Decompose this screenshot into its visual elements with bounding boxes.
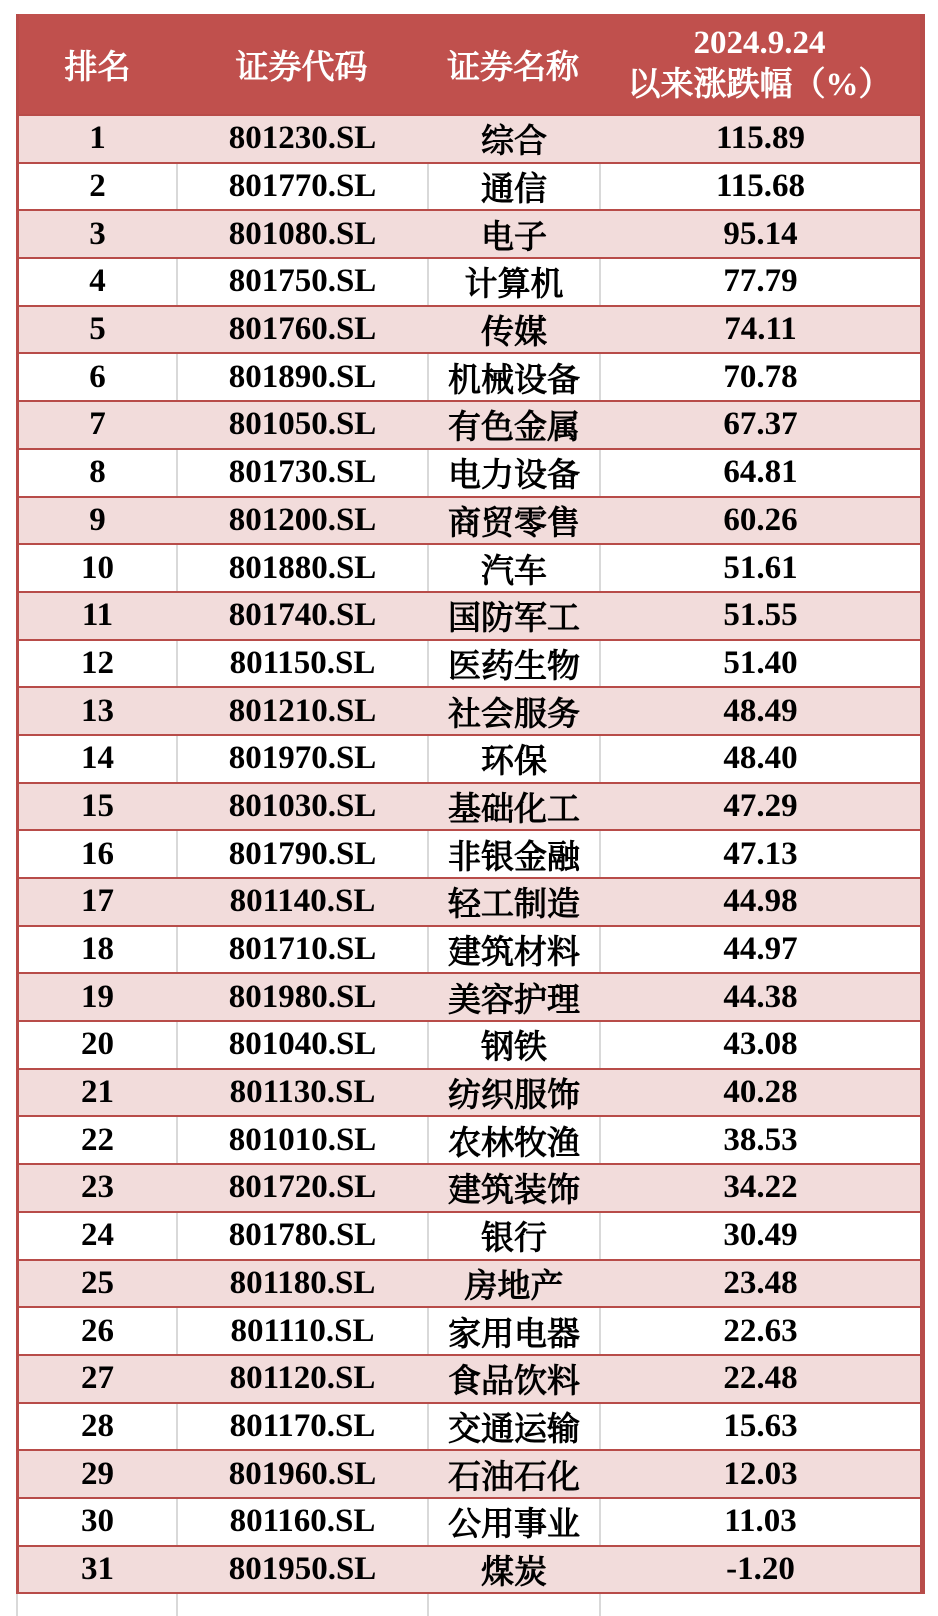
change-cell: 44.97 bbox=[599, 927, 920, 973]
table-row bbox=[19, 116, 920, 164]
rank-cell: 26 bbox=[81, 1312, 114, 1349]
change-cell: 22.63 bbox=[599, 1308, 920, 1354]
code-cell: 801890.SL bbox=[176, 354, 427, 400]
table-row bbox=[19, 211, 920, 259]
name-cell: 农林牧渔 bbox=[427, 1117, 599, 1163]
table-row bbox=[19, 1356, 920, 1404]
code-cell: 801880.SL bbox=[176, 545, 427, 591]
change-cell: 47.29 bbox=[723, 787, 798, 824]
rank-cell: 3 bbox=[89, 215, 106, 252]
rank-cell: 21 bbox=[81, 1074, 114, 1111]
code-cell: 801230.SL bbox=[228, 120, 377, 157]
change-cell: 51.40 bbox=[599, 641, 920, 687]
table-row bbox=[19, 784, 920, 832]
table-row bbox=[19, 688, 920, 736]
name-cell: 家用电器 bbox=[427, 1308, 599, 1354]
name-cell: 有色金属 bbox=[448, 410, 580, 447]
rank-cell: 23 bbox=[81, 1169, 114, 1206]
name-cell: 食品饮料 bbox=[448, 1364, 580, 1401]
table-row bbox=[19, 927, 920, 975]
name-cell: 计算机 bbox=[427, 259, 599, 305]
table-header-row bbox=[19, 14, 920, 116]
table-row bbox=[19, 259, 920, 307]
change-cell: 22.48 bbox=[723, 1360, 798, 1397]
change-cell: 48.49 bbox=[723, 692, 798, 729]
code-cell: 801030.SL bbox=[228, 787, 377, 824]
code-cell: 801130.SL bbox=[229, 1074, 376, 1111]
rank-cell: 15 bbox=[81, 787, 114, 824]
change-cell: 115.68 bbox=[599, 164, 920, 210]
name-cell: 煤炭 bbox=[481, 1554, 547, 1591]
code-cell: 801730.SL bbox=[176, 450, 427, 496]
name-cell: 电力设备 bbox=[427, 450, 599, 496]
change-cell: 40.28 bbox=[723, 1074, 798, 1111]
change-cell: 77.79 bbox=[599, 259, 920, 305]
name-cell: 医药生物 bbox=[427, 641, 599, 687]
name-cell: 通信 bbox=[427, 164, 599, 210]
header-change bbox=[599, 14, 920, 114]
change-cell: 67.37 bbox=[723, 406, 798, 443]
change-cell: 95.14 bbox=[723, 215, 798, 252]
empty-code-cell bbox=[176, 1594, 427, 1615]
code-cell: 801950.SL bbox=[228, 1550, 377, 1587]
change-cell: 64.81 bbox=[599, 450, 920, 496]
rank-cell: 18 bbox=[81, 931, 114, 968]
change-cell: 15.63 bbox=[599, 1404, 920, 1450]
change-cell: 44.38 bbox=[723, 978, 798, 1015]
change-cell: 70.78 bbox=[599, 354, 920, 400]
table-row bbox=[19, 736, 920, 784]
code-cell: 801050.SL bbox=[228, 406, 377, 443]
name-cell: 公用事业 bbox=[427, 1499, 599, 1545]
name-cell: 机械设备 bbox=[427, 354, 599, 400]
name-cell: 非银金融 bbox=[427, 831, 599, 877]
change-cell: 48.40 bbox=[599, 736, 920, 782]
code-cell: 801160.SL bbox=[176, 1499, 427, 1545]
name-cell: 商贸零售 bbox=[448, 505, 580, 542]
code-cell: 801120.SL bbox=[229, 1360, 376, 1397]
name-cell: 钢铁 bbox=[427, 1022, 599, 1068]
table-row bbox=[19, 1213, 920, 1261]
table-row bbox=[19, 879, 920, 927]
table-row bbox=[19, 402, 920, 450]
table-row bbox=[19, 1117, 920, 1165]
table-row bbox=[19, 545, 920, 593]
change-cell: 43.08 bbox=[599, 1022, 920, 1068]
name-cell: 交通运输 bbox=[427, 1404, 599, 1450]
rank-cell: 12 bbox=[81, 644, 114, 681]
change-cell: 51.61 bbox=[599, 545, 920, 591]
rank-cell: 28 bbox=[81, 1407, 114, 1444]
table-row bbox=[19, 641, 920, 689]
code-cell: 801720.SL bbox=[228, 1169, 377, 1206]
code-cell: 801010.SL bbox=[176, 1117, 427, 1163]
rank-cell: 13 bbox=[81, 692, 114, 729]
table-row bbox=[19, 450, 920, 498]
name-cell: 银行 bbox=[427, 1213, 599, 1259]
table-row bbox=[19, 1022, 920, 1070]
change-cell: 74.11 bbox=[724, 311, 797, 348]
table-row bbox=[19, 1451, 920, 1499]
rank-cell: 8 bbox=[89, 454, 106, 491]
change-cell: 11.03 bbox=[599, 1499, 920, 1545]
rank-cell: 30 bbox=[81, 1503, 114, 1540]
change-cell: 115.89 bbox=[716, 120, 805, 157]
table-row bbox=[19, 1404, 920, 1452]
header-change-line1: 2024.9.24 bbox=[693, 24, 826, 61]
name-cell: 社会服务 bbox=[448, 696, 580, 733]
name-cell: 纺织服饰 bbox=[448, 1078, 580, 1115]
code-cell: 801750.SL bbox=[176, 259, 427, 305]
table-row bbox=[19, 974, 920, 1022]
code-cell: 801110.SL bbox=[176, 1308, 427, 1354]
code-cell: 801980.SL bbox=[228, 978, 377, 1015]
name-cell: 环保 bbox=[427, 736, 599, 782]
name-cell: 房地产 bbox=[464, 1268, 564, 1305]
table-row bbox=[19, 164, 920, 212]
empty-change-cell bbox=[599, 1594, 920, 1615]
rank-cell: 19 bbox=[81, 978, 114, 1015]
rank-cell: 1 bbox=[89, 120, 106, 157]
name-cell: 电子 bbox=[481, 219, 547, 256]
code-cell: 801180.SL bbox=[229, 1264, 376, 1301]
code-cell: 801140.SL bbox=[229, 883, 376, 920]
name-cell: 轻工制造 bbox=[448, 887, 580, 924]
name-cell: 美容护理 bbox=[448, 982, 580, 1019]
rank-cell: 14 bbox=[81, 740, 114, 777]
table-row bbox=[19, 1070, 920, 1118]
table-row bbox=[19, 1499, 920, 1547]
header-code: 证券代码 bbox=[235, 49, 368, 86]
rank-cell: 31 bbox=[81, 1550, 114, 1587]
name-cell: 传媒 bbox=[481, 315, 547, 352]
code-cell: 801790.SL bbox=[176, 831, 427, 877]
table-row bbox=[19, 1308, 920, 1356]
empty-name-cell bbox=[427, 1594, 599, 1615]
table-row bbox=[19, 354, 920, 402]
rank-cell: 10 bbox=[81, 549, 114, 586]
table-body bbox=[19, 116, 920, 1594]
change-cell: 38.53 bbox=[599, 1117, 920, 1163]
code-cell: 801080.SL bbox=[228, 215, 377, 252]
code-cell: 801740.SL bbox=[228, 597, 377, 634]
code-cell: 801150.SL bbox=[176, 641, 427, 687]
change-cell: -1.20 bbox=[726, 1550, 795, 1587]
code-cell: 801970.SL bbox=[176, 736, 427, 782]
rank-cell: 9 bbox=[89, 501, 106, 538]
change-cell: 34.22 bbox=[723, 1169, 798, 1206]
rank-cell: 27 bbox=[81, 1360, 114, 1397]
code-cell: 801170.SL bbox=[176, 1404, 427, 1450]
name-cell: 汽车 bbox=[427, 545, 599, 591]
empty-rank-cell bbox=[19, 1594, 176, 1615]
code-cell: 801200.SL bbox=[228, 501, 377, 538]
rank-cell: 2 bbox=[89, 168, 106, 205]
code-cell: 801710.SL bbox=[176, 927, 427, 973]
empty-partial-row bbox=[16, 1594, 925, 1615]
name-cell: 建筑材料 bbox=[427, 927, 599, 973]
name-cell: 综合 bbox=[481, 124, 547, 161]
table-row bbox=[19, 831, 920, 879]
change-cell: 44.98 bbox=[723, 883, 798, 920]
rank-cell: 20 bbox=[81, 1026, 114, 1063]
change-cell: 23.48 bbox=[723, 1264, 798, 1301]
rank-cell: 25 bbox=[81, 1264, 114, 1301]
table-bordered-area bbox=[16, 14, 925, 1594]
change-cell: 30.49 bbox=[599, 1213, 920, 1259]
rank-cell: 17 bbox=[81, 883, 114, 920]
rank-cell: 7 bbox=[89, 406, 106, 443]
table-row bbox=[19, 498, 920, 546]
code-cell: 801960.SL bbox=[228, 1455, 377, 1492]
name-cell: 建筑装饰 bbox=[448, 1173, 580, 1210]
code-cell: 801210.SL bbox=[228, 692, 377, 729]
change-cell: 60.26 bbox=[723, 501, 798, 538]
name-cell: 国防军工 bbox=[448, 601, 580, 638]
code-cell: 801770.SL bbox=[176, 164, 427, 210]
rank-cell: 24 bbox=[81, 1217, 114, 1254]
table-row bbox=[19, 1165, 920, 1213]
table-row bbox=[19, 1261, 920, 1309]
code-cell: 801760.SL bbox=[228, 311, 377, 348]
rank-cell: 16 bbox=[81, 835, 114, 872]
name-cell: 基础化工 bbox=[448, 791, 580, 828]
rank-cell: 22 bbox=[81, 1121, 114, 1158]
name-cell: 石油石化 bbox=[448, 1459, 580, 1496]
rank-cell: 29 bbox=[81, 1455, 114, 1492]
rank-cell: 11 bbox=[81, 597, 114, 634]
change-cell: 47.13 bbox=[599, 831, 920, 877]
sector-ranking-table bbox=[16, 14, 925, 1616]
rank-cell: 4 bbox=[89, 263, 106, 300]
code-cell: 801040.SL bbox=[176, 1022, 427, 1068]
table-row bbox=[19, 307, 920, 355]
change-cell: 51.55 bbox=[723, 597, 798, 634]
rank-cell: 5 bbox=[89, 311, 106, 348]
code-cell: 801780.SL bbox=[176, 1213, 427, 1259]
table-row bbox=[19, 593, 920, 641]
header-rank: 排名 bbox=[64, 49, 131, 86]
rank-cell: 6 bbox=[89, 358, 106, 395]
header-change-line2: 以来涨跌幅（%） bbox=[627, 67, 892, 103]
change-cell: 12.03 bbox=[723, 1455, 798, 1492]
table-row bbox=[19, 1547, 920, 1595]
header-name: 证券名称 bbox=[447, 49, 579, 86]
